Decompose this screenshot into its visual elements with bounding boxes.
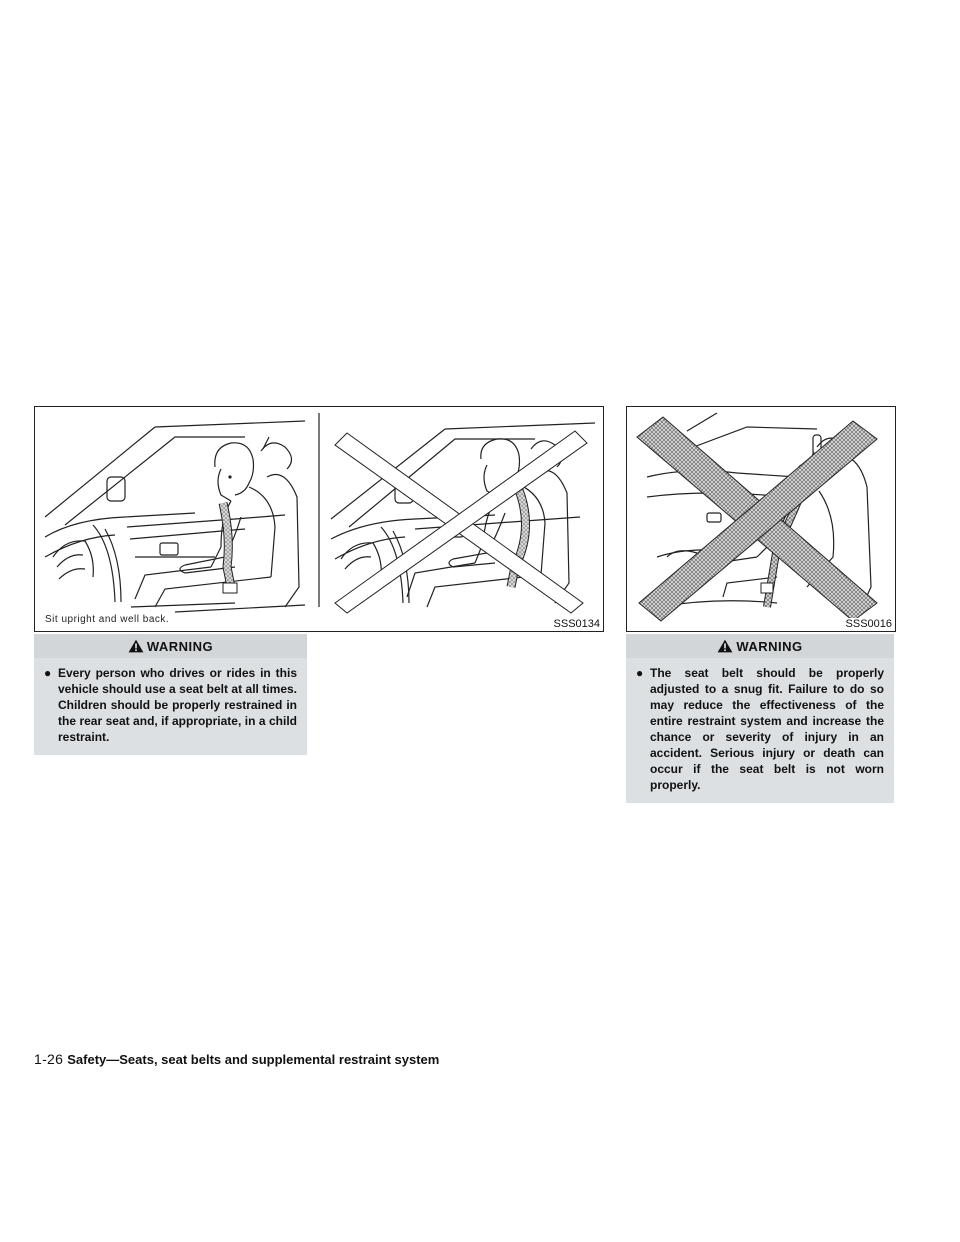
child-incorrect-x-mark	[637, 417, 877, 621]
warning-box-belt-adjustment	[626, 634, 894, 803]
warning-box-seat-belt-use	[34, 634, 307, 755]
warning-content	[626, 658, 894, 803]
correct-posture-panel	[45, 421, 305, 612]
belt-buckle	[223, 583, 237, 593]
child-restraint-drawing	[627, 407, 895, 631]
page-number: 1-26	[34, 1051, 64, 1067]
page-footer	[34, 1051, 439, 1067]
warning-content	[34, 658, 307, 755]
bullet-icon: ●	[44, 666, 52, 680]
warning-title: WARNING	[146, 638, 214, 654]
seating-illustration-drawing	[35, 407, 603, 631]
warning-triangle-icon	[717, 639, 733, 653]
warning-header	[34, 634, 307, 658]
warning-text: Every person who drives or rides in this vehicle should use a seat belt at all times. Children should be properly restrained in the rear seat and, if appropriate, in a child restraint.	[58, 666, 297, 744]
warning-header	[626, 634, 894, 658]
incorrect-x-mark	[335, 431, 587, 613]
child-restraint-illustration	[626, 406, 896, 632]
warning-text: The seat belt should be properly adjusted to a snug fit. Failure to do so may reduce the effectiveness of the entire restraint system and increase the chance or severity of injury in an accident. Serious injury or death can occur if the seat belt is not worn properly.	[650, 666, 884, 792]
figure-caption: Sit upright and well back.	[45, 614, 170, 625]
child-belt-buckle	[761, 583, 773, 593]
figure-code: SSS0134	[550, 618, 603, 631]
figure-code: SSS0016	[842, 618, 895, 631]
bullet-icon: ●	[636, 666, 644, 680]
seating-illustration	[34, 406, 604, 632]
section-title: Safety—Seats, seat belts and supplemental restraint system	[67, 1052, 440, 1067]
warning-title: WARNING	[736, 638, 803, 654]
warning-triangle-icon	[128, 639, 144, 653]
